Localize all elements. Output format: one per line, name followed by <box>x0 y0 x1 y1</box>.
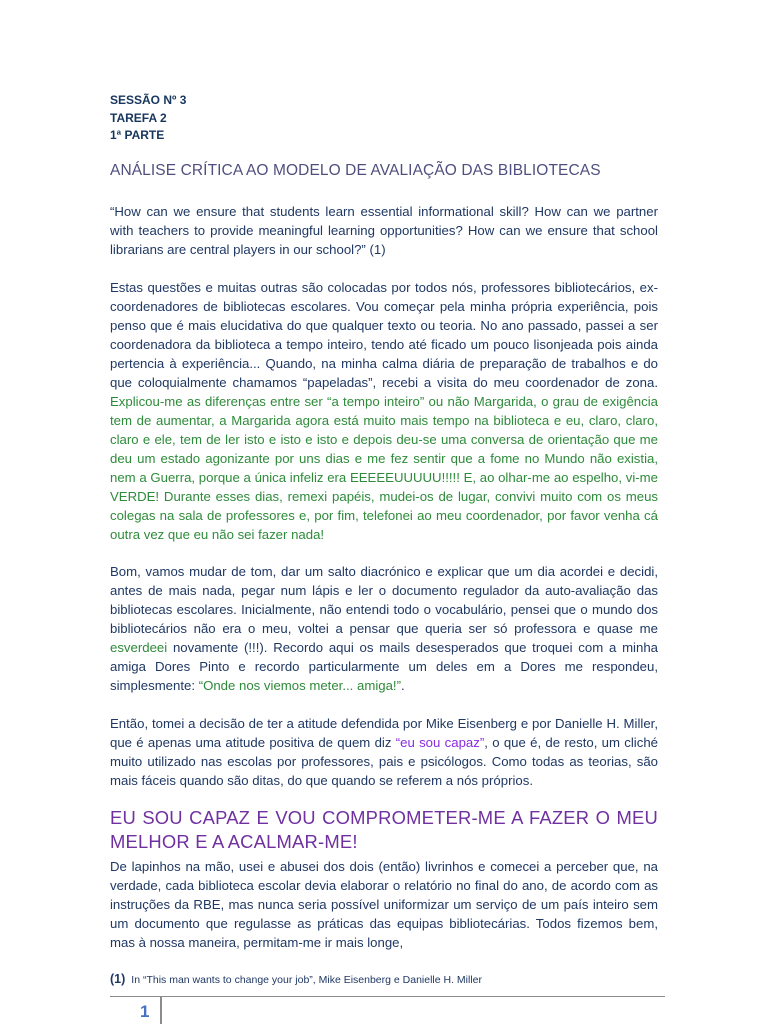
paragraph-3-purple-phrase: “eu sou capaz” <box>395 735 485 750</box>
document-title: ANÁLISE CRÍTICA AO MODELO DE AVALIAÇÃO DAS BIBLIOTECAS <box>110 162 601 179</box>
paragraph-4: De lapinhos na mão, usei e abusei dos dois (então) livrinhos e comecei a perceber que, na verdade, cada biblioteca escolar devia elaborar o relatório no final do ano, de acordo com as instruções da RBE, mas nunca seria possível uniformizar um serviço de um país inteiro sem um documento que regulasse as práticas das equipas bibliotecárias. Todos fizemos bem, mas à nossa maneira, permitam-me ir mais longe, <box>110 859 658 950</box>
footnote-number: (1) <box>110 972 126 986</box>
paragraph-2 <box>110 562 658 695</box>
highlight-heading: EU SOU CAPAZ E VOU COMPROMETER-ME A FAZER O MEU MELHOR E A ACALMAR-ME! <box>110 807 658 852</box>
paragraph-2-text-a: Bom, vamos mudar de tom, dar um salto diacrónico e explicar que um dia acordei e decidi, antes de mais nada, pegar num lápis e ler o documento regulador da auto-avaliação das bibliotecas escolares. Inicialmente, não entendi todo o vocabulário, pensei que o mundo dos bibliotecários não era o meu, voltei a pensar que queria ser só professora e quase me <box>110 564 658 636</box>
opening-quote: “How can we ensure that students learn essential informational skill? How can we partner with teachers to provide meaningful learning opportunities? How can we ensure that school librarians are central players in our school?” (1) <box>110 204 658 257</box>
footer-divider <box>110 996 665 997</box>
paragraph-3 <box>110 714 658 790</box>
paragraph-2-green-quote: “Onde nos viemos meter... amiga!” <box>198 678 401 693</box>
paragraph-1-green-text: Explicou-me as diferenças entre ser “a tempo inteiro” ou não Margarida, o grau de exigência tem de aumentar, a Margarida agora está muito mais tempo na biblioteca e eu, claro, claro, claro e ele, tem de ler isto e isto e isto e depois deu-se uma conversa de orientação que me deu um estado agonizante por uns dias e me fez sentir que a fome no Mundo não existia, nem a Guerra, porque a única infeliz era EEEEEUUUUU!!!!! E, ao olhar-me ao espelho, vi-me VERDE! Durante esses dias, remexi papéis, mudei-os de lugar, convivi muito com os meus colegas na sala de professores e, por fim, telefonei ao meu coordenador, por favor venha cá outra vez que eu não sei fazer nada! <box>110 394 658 542</box>
session-number: SESSÃO Nº 3 <box>110 93 187 107</box>
session-header <box>110 92 186 145</box>
footnote <box>110 972 482 986</box>
page-number: 1 <box>140 1002 150 1021</box>
footnote-text: In “This man wants to change your job”, Mike Eisenberg e Danielle H. Miller <box>131 974 483 986</box>
paragraph-2-text-c: . <box>400 678 405 693</box>
paragraph-2-green-word: esverdeei <box>110 640 168 655</box>
paragraph-1 <box>110 278 658 544</box>
part-number: 1ª PARTE <box>110 128 165 142</box>
task-number: TAREFA 2 <box>110 110 167 125</box>
page-number-divider <box>160 997 162 1024</box>
paragraph-1-text: Estas questões e muitas outras são colocadas por todos nós, professores bibliotecários, ex-coordenadores de bibliotecas escolares. Vou começar pela minha própria experiência, pois penso que é mais elucidativa do que qualquer texto ou teoria. No ano passado, passei a ser coordenadora da biblioteca a tempo inteiro, tendo até ficado um pouco lisonjeada pois ainda pertencia à experiência... Quando, na minha calma diária de preparação de trabalhos e do que coloquialmente chamamos “papeladas”, recebi a visita do meu coordenador de zona. <box>110 280 658 390</box>
paragraph-2-text-b: novamente (!!!). Recordo aqui os mails desesperados que troquei com a minha amiga Dores Pinto e recordo particularmente um deles em a Dores me respondeu, simplesmente: <box>110 640 658 693</box>
paragraph-3-text-b: , o que é, de resto, um cliché muito utilizado nas escolas por professores, pais e psicólogos. Como todas as teorias, são mais fáceis quando são ditas, do que quando se referem a nós próprios. <box>110 735 658 788</box>
paragraph-3-text-a: Então, tomei a decisão de ter a atitude defendida por Mike Eisenberg e por Danielle H. Miller, que é apenas uma atitude positiva de quem diz <box>110 716 658 750</box>
